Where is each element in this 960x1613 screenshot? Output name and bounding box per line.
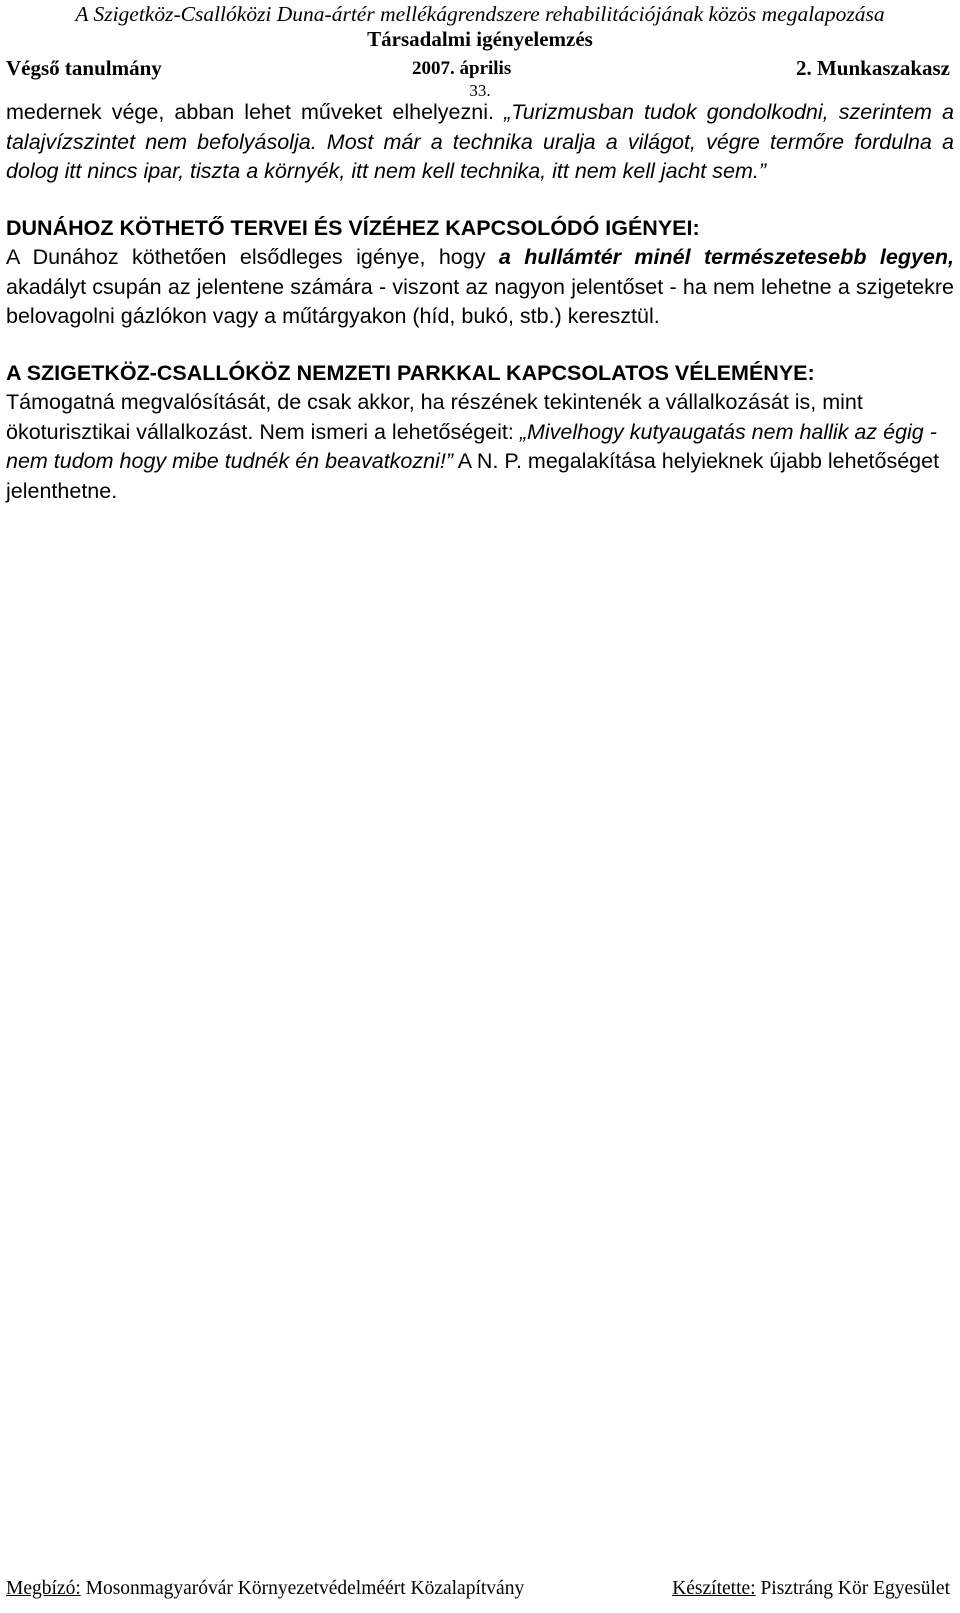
section2-text-a: Támogatná megvalósítását, de csak akkor, ha részének tekintenék a vállalkozását is, mint ökoturisztikai vállalkozást. Nem ismeri a lehetőségeit: — [6, 390, 863, 444]
paragraph-gap — [6, 187, 954, 214]
section2-text-b: A N. P. megalakítása helyieknek újabb lehetőséget jelenthetne. — [6, 449, 940, 503]
section-paragraph-danube-plans — [6, 243, 954, 332]
footer-client — [6, 1578, 524, 1600]
footer-author — [672, 1578, 950, 1600]
section1-text-b: akadályt csupán az jelentene számára - viszont az nagyon jelentőset - ha nem lehetne a szigetekre belovagolni gázlókon vagy a műtárgyakon (híd, bukó, stb.) keresztül. — [6, 274, 954, 328]
section-paragraph-national-park — [6, 388, 954, 506]
document-date: 2007. április — [412, 58, 512, 79]
intro-paragraph — [6, 98, 954, 187]
intro-text: medernek vége, abban lehet műveket elhelyezni. — [6, 100, 505, 124]
intro-quote: „Turizmusban tudok gondolkodni, szerintem a talajvízszintet nem befolyásolja. Most már a technika uralja a világot, végre termőre fordulna a dolog itt nincs ipar, tiszta a környék, itt nem kell technika, itt nem kell jacht sem.” — [6, 100, 954, 183]
page-number: 33. — [469, 81, 491, 100]
footer-client-label: Megbízó: — [6, 1578, 81, 1599]
project-title: A Szigetköz-Csallóközi Duna-ártér mellékágrendszere rehabilitációjának közös megalapozása — [75, 2, 885, 26]
section-heading-danube-plans: DUNÁHOZ KÖTHETŐ TERVEI ÉS VÍZÉHEZ KAPCSOLÓDÓ IGÉNYEI: — [6, 215, 700, 240]
footer-author-name: Pisztráng Kör Egyesület — [755, 1578, 950, 1599]
section2-quote: „Mivelhogy kutyaugatás nem hallik az égig - nem tudom hogy mibe tudnék én beavatkozni!” — [6, 419, 937, 473]
document-body — [6, 98, 954, 506]
paragraph-gap — [6, 332, 954, 359]
document-phase: 2. Munkaszakasz — [795, 56, 950, 80]
document-type: Végső tanulmány — [6, 56, 162, 80]
section1-emphasis: a hullámtér minél természetesebb legyen, — [498, 245, 954, 269]
document-subtitle: Társadalmi igényelemzés — [367, 27, 593, 51]
footer-client-name: Mosonmagyaróvár Környezetvédelméért Közalapítvány — [80, 1578, 525, 1599]
section1-text-a: A Dunához köthetően elsődleges igénye, hogy — [6, 245, 499, 269]
footer-author-label: Készítette: — [672, 1578, 756, 1599]
section-heading-national-park: A SZIGETKÖZ-CSALLÓKÖZ NEMZETI PARKKAL KAPCSOLATOS VÉLEMÉNYE: — [6, 360, 815, 385]
